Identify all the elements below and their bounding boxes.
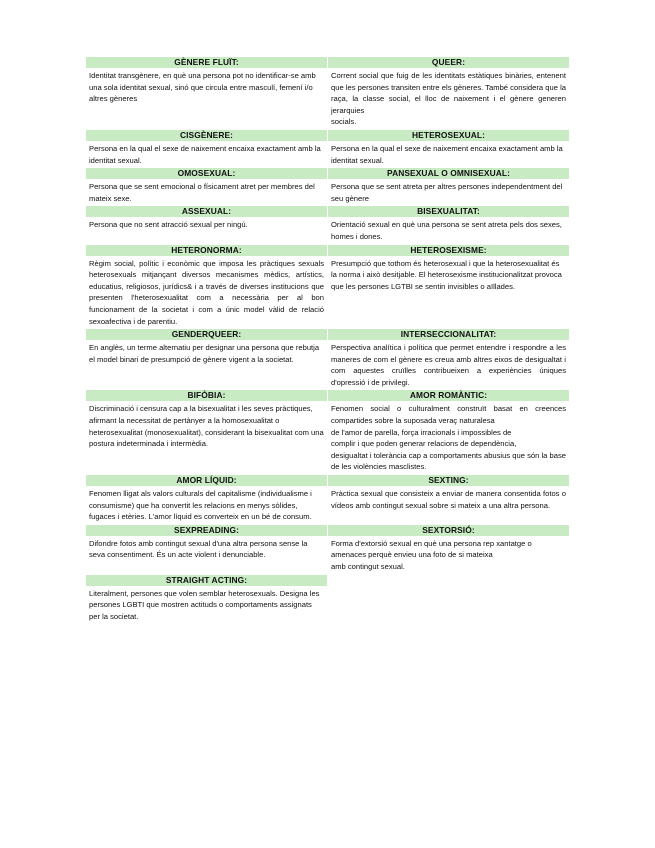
term-definition [86,341,328,390]
term-definition [86,587,328,625]
definition-line: Pràctica sexual que consisteix a enviar de manera consentida fotos o vídeos amb contingut sexual sobre si mateix a una altra persona. [331,489,566,510]
term-definition-row [86,341,570,390]
term-definition [328,142,570,168]
term-title: STRAIGHT ACTING: [86,575,328,587]
term-title: SEXTORSIÓ: [328,525,570,537]
term-definition [328,537,570,575]
term-title: HETERONORMA: [86,245,328,257]
term-title: PANSEXUAL O OMNISEXUAL: [328,168,570,180]
definition-line: amb contingut sexual. [331,562,405,571]
term-header-row [86,390,570,402]
term-header-row [86,130,570,142]
term-definition-row [86,180,570,206]
term-header-row [86,575,570,587]
term-header-row [86,475,570,487]
definition-line: socials. [331,117,357,127]
definition-line: Fenomen social o culturalment construït basat en creences compartides sobre la suposada veraç naturalesa [331,404,566,426]
term-header-row [86,245,570,257]
definition-line: Perspectiva analítica i política que permet entendre i respondre a les maneres de com el gènere es creua amb altres eixos de desigualtat i com aquestes cruïlles contribueixen a experiències úniques d'opressió i de privilegi. [331,343,566,387]
glossary-table [86,57,570,624]
term-definition [328,257,570,330]
term-title: HETEROSEXUAL: [328,130,570,142]
definition-line: Règim social, polític i econòmic que imposa les pràctiques sexuals heterosexuals mitjançant diversos mecanismes mèdics, artístics, educatius, religiosos, jurídics& i a través de diverses institucions que presenten l'heterosexualitat com a necessària per al bon funcionament de la societat i com a únic model vàlid de relació sexoafectiva i de parentiu. [89,258,324,326]
term-definition [328,402,570,475]
definition-line: Persona que se sent atreta per altres persones independentment del seu gènere [331,182,563,203]
term-title: INTERSECCIONALITAT: [328,329,570,341]
empty-cell [328,587,570,625]
definition-line: Persona que se sent emocional o físicament atret per membres del mateix sexe. [89,182,315,203]
term-definition [328,218,570,244]
term-definition [328,180,570,206]
definition-line: Identitat transgènere, en què una persona pot no identificar-se amb una sola identitat sexual, sinó que circula entre masculí, femení i/o altres gèneres [89,71,316,104]
term-title: HETEROSEXISME: [328,245,570,257]
term-header-row [86,329,570,341]
definition-line: Corrent social que fuig de les identitats estàtiques binàries, entenent que les persones transiten entre els gèneres. També considera que la raça, la classe social, el lloc de naixement i el gènere generen jerarquies [331,71,566,115]
definition-line: complir i que poden generar relacions de dependència, [331,439,517,449]
term-definition [328,487,570,525]
definition-line: Discriminació i censura cap a la bisexualitat i les seves pràctiques, afirmant la necessitat de pertànyer a la homosexualitat o heterosexualitat (monosexualitat), considerant la bisexualitat com una postura indeterminada i intermèdia. [89,404,324,449]
empty-cell [328,575,570,587]
term-definition [86,218,328,244]
definition-line: En anglès, un terme alternatiu per designar una persona que rebutja el model binari de presumpció de gènere vigent a la societat. [89,343,320,364]
definition-line: Presumpció que tothom és heterosexual i que la heterosexualitat és la norma i això desitjable. El heterosexisme institucionalitzat provoca que les persones LGTBI se sentin invisibles o aïllades. [331,258,562,291]
term-definition-row [86,487,570,525]
term-header-row [86,525,570,537]
definition-line: Forma d'extorsió sexual en què una persona rep xantatge o amenaces perquè envieu una foto de si mateixa [331,538,532,560]
term-definition-row [86,537,570,575]
term-title: OMOSEXUAL: [86,168,328,180]
term-title: BIFÒBIA: [86,390,328,402]
term-definition [328,69,570,130]
term-title: CISGÈNERE: [86,130,328,142]
term-title: GENDERQUEER: [86,329,328,341]
term-title: AMOR ROMÀNTIC: [328,390,570,402]
term-definition [86,537,328,575]
term-definition [86,402,328,475]
term-definition [86,142,328,168]
term-definition [86,180,328,206]
term-header-row [86,206,570,218]
term-definition-row [86,257,570,330]
term-title: BISEXUALITAT: [328,206,570,218]
term-header-row [86,168,570,180]
term-title: GÈNERE FLUÏT: [86,57,328,69]
definition-line: Fenomen lligat als valors culturals del capitalisme (individualisme i consumisme) que ha convertit les relacions en menys sòlides, fugaces i etèries. L'amor líquid es converteix en un bé de consum. [89,489,312,522]
term-definition-row [86,142,570,168]
term-title: AMOR LÍQUID: [86,475,328,487]
term-definition [86,69,328,130]
definition-line: de l'amor de parella, força irracionals i impossibles de [331,427,512,437]
definition-line: Orientació sexual en què una persona se sent atreta pels dos sexes, homes i dones. [331,220,562,241]
term-title: SEXPREADING: [86,525,328,537]
term-title: SEXTING: [328,475,570,487]
term-definition [86,257,328,330]
term-definition [86,487,328,525]
term-definition-row [86,402,570,475]
term-definition [328,341,570,390]
glossary-body [86,57,570,624]
term-title: ASSEXUAL: [86,206,328,218]
term-title: QUEER: [328,57,570,69]
term-definition-row [86,69,570,130]
definition-line: desigualtat i tolerància cap a comportaments abusius que són la base de les violències masclistes. [331,450,566,472]
term-definition-row [86,218,570,244]
definition-line: Persona que no sent atracció sexual per ningú. [89,220,248,230]
definition-line: Literalment, persones que volen semblar heterosexuals. Designa les persones LGBTI que mostren actituds o comportaments assignats per la societat. [89,588,320,621]
definition-line: Difondre fotos amb contingut sexual d'una altra persona sense la seva consentiment. És un acte violent i denunciable. [89,538,308,560]
definition-line: Persona en la qual el sexe de naixement encaixa exactament amb la identitat sexual. [331,143,563,165]
definition-line: Persona en la qual el sexe de naixement encaixa exactament amb la identitat sexual. [89,143,321,165]
term-header-row [86,57,570,69]
term-definition-row [86,587,570,625]
